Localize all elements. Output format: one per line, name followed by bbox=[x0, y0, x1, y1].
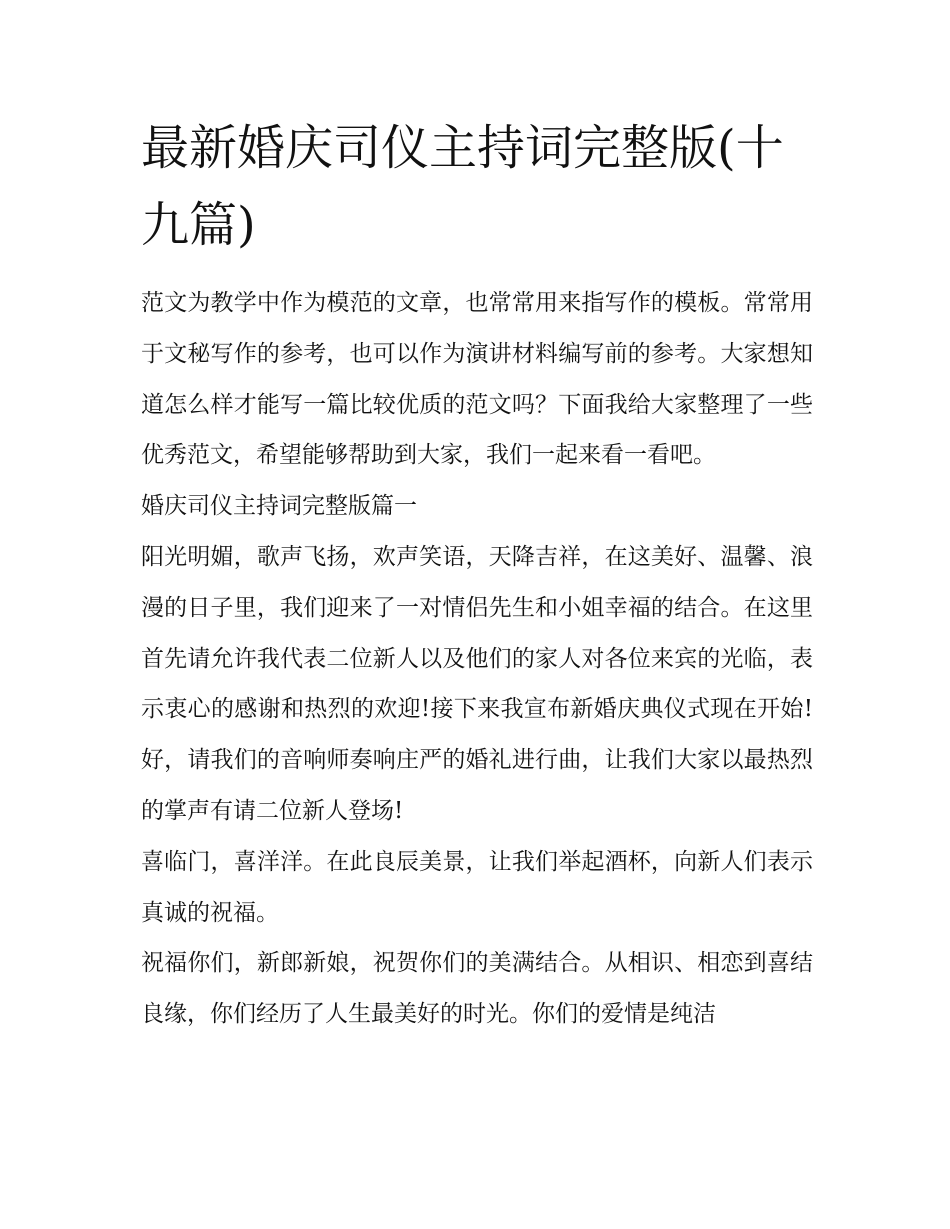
body-paragraph: 阳光明媚，歌声飞扬，欢声笑语，天降吉祥，在这美好、温馨、浪漫的日子里，我们迎来了一对情侣先生和小姐幸福的结合。在这里首先请允许我代表二位新人以及他们的家人对各位来宾的光临，表示衷心的感谢和热烈的欢迎!接下来我宣布新婚庆典仪式现在开始!好，请我们的音响师奏响庄严的婚礼进行曲，让我们大家以最热烈的掌声有请二位新人登场! bbox=[141, 543, 813, 824]
document-body bbox=[141, 110, 813, 1040]
section-heading: 婚庆司仪主持词完整版篇一 bbox=[141, 493, 417, 520]
document-title: 最新婚庆司仪主持词完整版(十九篇) bbox=[141, 120, 784, 253]
body-paragraph: 喜临门，喜洋洋。在此良辰美景，让我们举起酒杯，向新人们表示真诚的祝福。 bbox=[141, 848, 813, 926]
body-paragraph: 祝福你们，新郎新娘，祝贺你们的美满结合。从相识、相恋到喜结良缘，你们经历了人生最美好的时光。你们的爱情是纯洁 bbox=[141, 950, 813, 1028]
title-block bbox=[141, 110, 813, 264]
intro-paragraph: 范文为教学中作为模范的文章，也常常用来指写作的模板。常常用于文秘写作的参考，也可以作为演讲材料编写前的参考。大家想知道怎么样才能写一篇比较优质的范文吗？下面我给大家整理了一些优秀范文，希望能够帮助到大家，我们一起来看一看吧。 bbox=[141, 290, 813, 469]
